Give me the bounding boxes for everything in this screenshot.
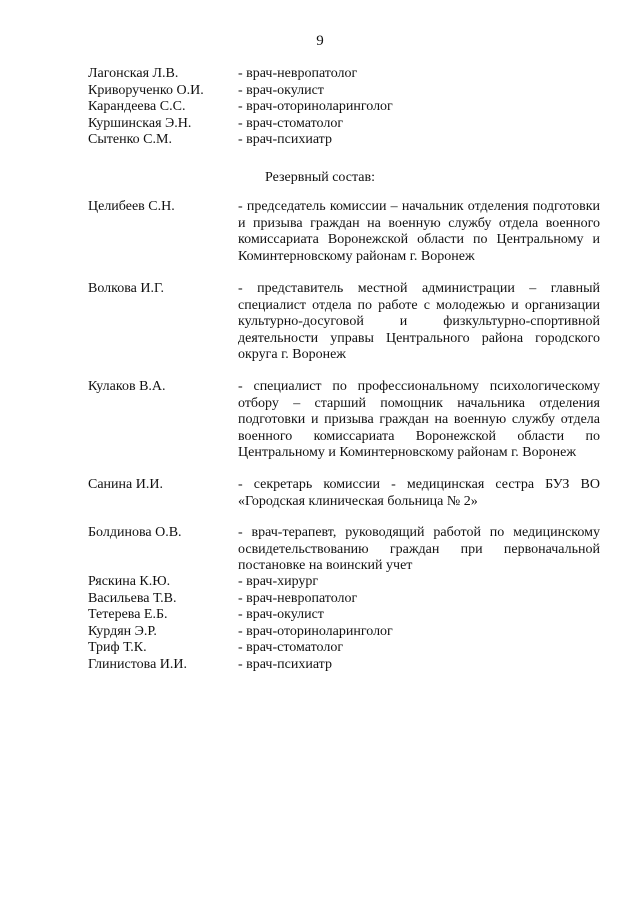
member-name: Васильева Т.В. (88, 590, 177, 606)
member-name: Триф Т.К. (88, 640, 147, 655)
member-name: Кулаков В.А. (88, 379, 166, 394)
member-role: - врач-оториноларинголог (238, 623, 393, 639)
member-name: Санина И.И. (88, 477, 163, 492)
list-item (88, 379, 608, 462)
member-name: Целибеев С.Н. (88, 199, 175, 214)
main-members-list (88, 66, 608, 149)
member-role: - врач-стоматолог (238, 115, 344, 131)
list-item (88, 66, 608, 83)
member-role: - врач-психиатр (238, 132, 332, 147)
member-role: - врач-невропатолог (238, 590, 358, 606)
list-item (88, 116, 608, 133)
member-name: Тетерева Е.Б. (88, 607, 168, 622)
reserve-doctors-list (88, 574, 608, 673)
list-item (88, 132, 608, 149)
member-role: - представитель местной администрации – главный специалист отдела по работе с молодежью и организации культурно-досуговой и физкультурно-спортивной деятельности управы Центрального района городского округа г. Воронеж (238, 281, 600, 362)
member-name: Криворученко О.И. (88, 82, 204, 98)
list-item (88, 607, 608, 624)
list-item (88, 574, 608, 591)
list-item (88, 640, 608, 657)
list-item (88, 281, 608, 364)
list-item (88, 624, 608, 641)
member-name: Болдинова О.В. (88, 525, 182, 540)
list-item (88, 657, 608, 674)
member-name: Лагонская Л.В. (88, 66, 179, 81)
list-item (88, 199, 608, 265)
member-role: - секретарь комиссии - медицинская сестра БУЗ ВО «Городская клиническая больница № 2» (238, 477, 600, 509)
list-item (88, 477, 608, 510)
member-name: Волкова И.Г. (88, 281, 164, 296)
member-name: Карандеева С.С. (88, 99, 186, 114)
member-role: - врач-невропатолог (238, 66, 358, 81)
list-item (88, 591, 608, 608)
list-item (88, 83, 608, 100)
reserve-section-title: Резервный состав: (264, 170, 375, 185)
member-name: Ряскина К.Ю. (88, 574, 171, 589)
member-role: - врач-оториноларинголог (238, 99, 393, 114)
member-role: - врач-стоматолог (238, 640, 344, 655)
member-name: Глинистова И.И. (88, 656, 188, 672)
list-item (88, 525, 608, 575)
member-role: - председатель комиссии – начальник отделения подготовки и призыва граждан на военную службу отдела военного комиссариата Воронежской области по Центральному и Коминтерновскому районам г. Воронеж (238, 199, 600, 264)
member-role: - врач-окулист (238, 607, 324, 622)
page-number: 9 (316, 33, 324, 49)
member-role: - врач-окулист (238, 82, 324, 98)
list-item (88, 99, 608, 116)
member-name: Сытенко С.М. (88, 132, 172, 147)
member-role: - врач-терапевт, руководящий работой по медицинскому освидетельствованию граждан при первоначальной постановке на воинский учет (238, 525, 600, 573)
member-role: - специалист по профессиональному психологическому отбору – старший помощник начальника отделения подготовки и призыва граждан на военную службу отдела военного комиссариата Воронежской области по Центральному и Коминтерновскому районам г. Воронеж (238, 379, 600, 460)
member-name: Курдян Э.Р. (88, 623, 157, 639)
member-role: - врач-психиатр (238, 656, 332, 672)
member-role: - врач-хирург (238, 574, 319, 589)
member-name: Куршинская Э.Н. (88, 115, 192, 131)
